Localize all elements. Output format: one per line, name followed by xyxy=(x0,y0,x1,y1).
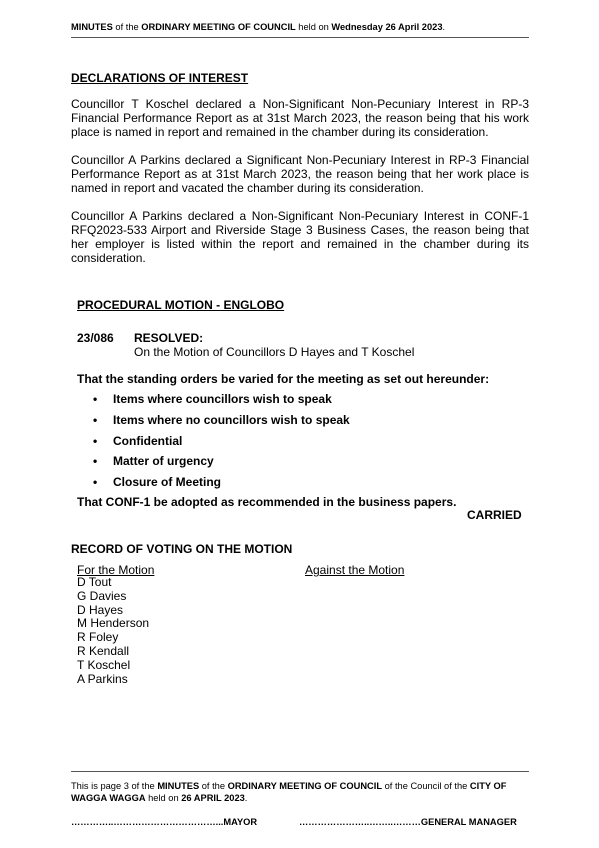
voter-name: D Tout xyxy=(77,575,112,589)
mayor-signature-line: …………..……………………………...MAYOR xyxy=(71,817,258,827)
list-item: • Items where councillors wish to speak xyxy=(91,389,350,410)
voter-name: D Hayes xyxy=(77,602,124,617)
header-period: . xyxy=(442,22,446,32)
header-minutes: MINUTES xyxy=(71,22,113,32)
general-manager-signature-line: …………………..……..………GENERAL MANAGER xyxy=(299,817,517,827)
bullet-icon: • xyxy=(93,454,98,469)
voter-name: R Kendall xyxy=(77,643,130,658)
motion-movers: On the Motion of Councillors D Hayes and T Koschel xyxy=(134,345,415,359)
header-meeting: ORDINARY MEETING OF COUNCIL xyxy=(141,22,296,32)
for-motion-heading: For the Motion xyxy=(77,563,155,577)
voter-name: R Foley xyxy=(77,630,119,645)
bullet-icon: • xyxy=(93,392,98,406)
adoption-text: That CONF-1 be adopted as recommended in the business papers. xyxy=(77,495,457,509)
bullet-icon: • xyxy=(93,475,98,490)
against-motion-heading: Against the Motion xyxy=(305,563,405,577)
voter-name: T Koschel xyxy=(77,657,131,672)
voter-name: A Parkins xyxy=(77,671,128,686)
voter-name: G Davies xyxy=(77,588,127,603)
list-item: • Matter of urgency xyxy=(91,451,350,472)
voting-record-title: RECORD OF VOTING ON THE MOTION xyxy=(71,542,293,556)
page-footer: This is page 3 of the MINUTES of the ORDINARY MEETING OF COUNCIL of the Council of the CITY OF WAGGA WAGGA held on 26 APRIL 2023. xyxy=(71,781,507,803)
carried-label: CARRIED xyxy=(467,508,522,522)
standing-orders-list xyxy=(91,389,350,493)
standing-orders-text: That the standing orders be varied for the meeting as set out hereunder: xyxy=(77,372,490,386)
header-of: of the xyxy=(112,22,142,32)
bullet-icon: • xyxy=(93,433,98,448)
resolved-label: RESOLVED: xyxy=(134,331,204,345)
list-item: • Items where no councillors wish to speak xyxy=(91,410,350,431)
header-held: held on xyxy=(295,22,332,32)
voter-name: M Henderson xyxy=(77,616,150,631)
for-motion-list xyxy=(77,576,149,686)
declaration-paragraph: Councillor T Koschel declared a Non-Significant Non-Pecuniary Interest in RP-3 Financial Performance Report as at 31st March 2023, the reason being that his work place is named in report and remained in the chamber during its consideration. xyxy=(71,97,529,139)
list-item: • Closure of Meeting xyxy=(91,472,350,493)
declarations-title: DECLARATIONS OF INTEREST xyxy=(71,71,249,85)
resolution-number: 23/086 xyxy=(77,331,114,345)
page-header xyxy=(71,22,529,38)
header-date: Wednesday 26 April 2023 xyxy=(331,22,443,32)
footer-divider xyxy=(71,771,529,772)
bullet-icon: • xyxy=(93,412,98,427)
procedural-motion-title: PROCEDURAL MOTION - ENGLOBO xyxy=(77,298,285,312)
list-item: • Confidential xyxy=(91,431,350,452)
declaration-paragraph: Councillor A Parkins declared a Significant Non-Pecuniary Interest in RP-3 Financial Performance Report as at 31st March 2023, the reason being that her work place is named in report and vacated the chamber during its consideration. xyxy=(71,153,529,195)
declaration-paragraph: Councillor A Parkins declared a Non-Significant Non-Pecuniary Interest in CONF-1 RFQ2023-533 Airport and Riverside Stage 3 Business Cases, the reason being that her employer is listed within the report and remained in the chamber during its consideration. xyxy=(71,209,529,265)
